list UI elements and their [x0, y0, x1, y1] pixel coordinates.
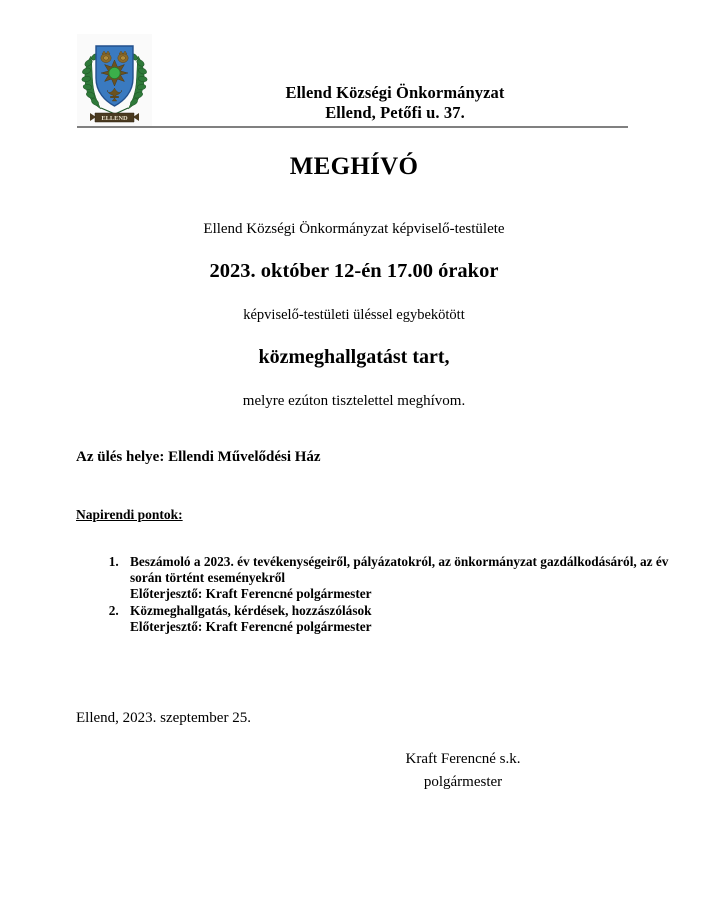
council-line: Ellend Községi Önkormányzat képviselő-testülete	[203, 221, 505, 237]
agenda-heading: Napirendi pontok:	[76, 507, 183, 522]
organization-heading	[160, 83, 630, 123]
list-item	[122, 603, 682, 635]
public-hearing-line: közmeghallgatást tart,	[258, 346, 450, 368]
signature-block	[348, 748, 578, 794]
page-title: MEGHÍVÓ	[289, 153, 419, 180]
event-datetime: 2023. október 12-én 17.00 órakor	[209, 260, 499, 282]
organization-name: Ellend Községi Önkormányzat	[285, 83, 505, 102]
agenda-item-presenter: Előterjesztő: Kraft Ferencné polgármester	[130, 618, 372, 634]
list-item	[122, 554, 682, 603]
organization-address: Ellend, Petőfi u. 37.	[325, 103, 465, 122]
agenda-item-text: Közmeghallgatás, kérdések, hozzászólások	[130, 602, 372, 618]
place-and-date: Ellend, 2023. szeptember 25.	[76, 710, 251, 726]
signature-title: polgármester	[423, 774, 503, 790]
invitation-line: melyre ezúton tisztelettel meghívom.	[242, 393, 466, 409]
agenda-item-presenter: Előterjesztő: Kraft Ferencné polgármester	[130, 586, 372, 602]
letterhead	[0, 0, 708, 132]
venue-line: Az ülés helye: Ellendi Művelődési Ház	[76, 449, 321, 465]
agenda-list	[84, 554, 682, 635]
letterhead-divider	[77, 126, 628, 128]
coat-of-arms-icon	[77, 34, 152, 127]
crest-banner-text: ELLEND	[101, 115, 128, 122]
signature-name: Kraft Ferencné s.k.	[405, 751, 521, 767]
agenda-item-text: Beszámoló a 2023. év tevékenységeiről, pályázatokról, az önkormányzat gazdálkodásáról, az év során történt eseményekről	[130, 554, 669, 586]
with-meeting-line: képviselő-testületi üléssel egybekötött	[243, 307, 465, 323]
